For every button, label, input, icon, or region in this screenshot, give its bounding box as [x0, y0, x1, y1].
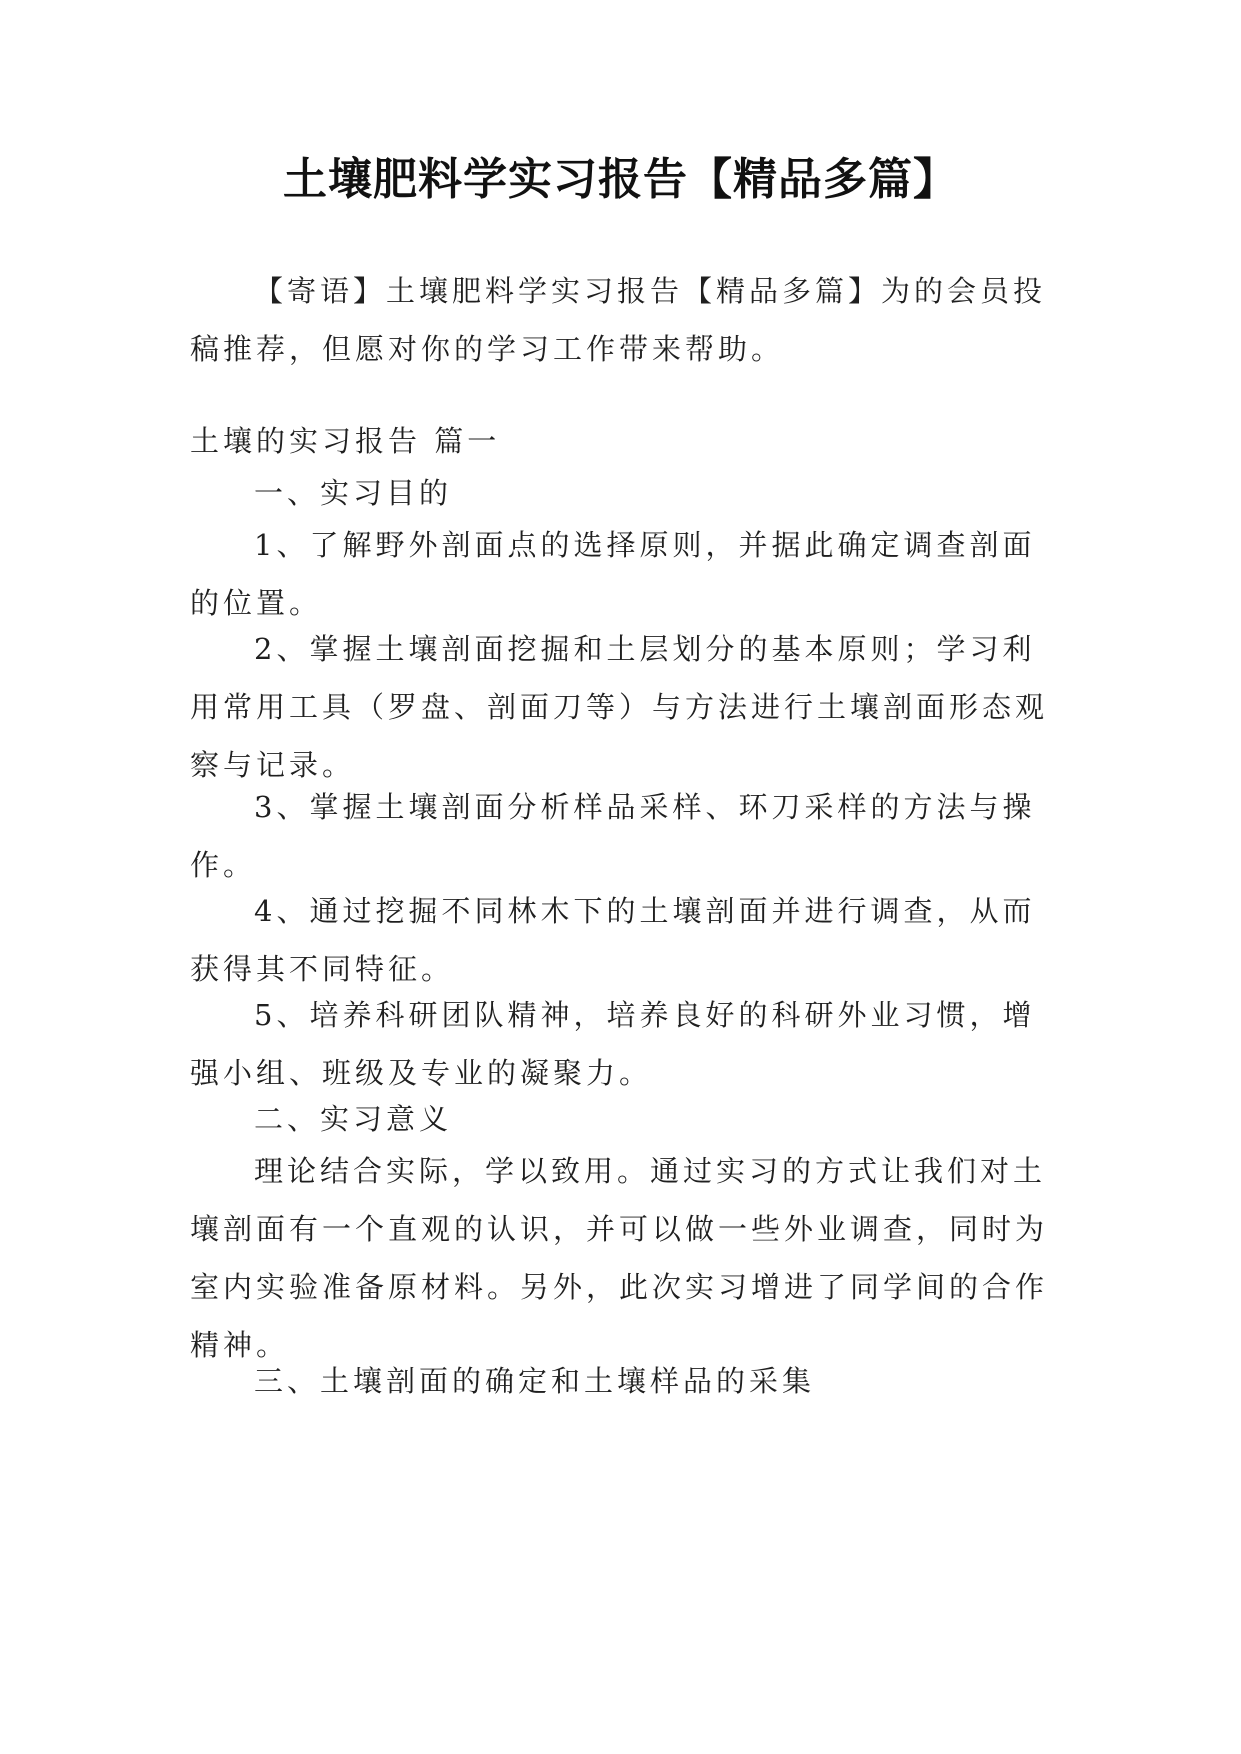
- document-title: 土壤肥料学实习报告【精品多篇】: [283, 154, 958, 205]
- paragraph-significance-body: 理论结合实际，学以致用。通过实习的方式让我们对土壤剖面有一个直观的认识，并可以做一些外业调查，同时为室内实验准备原材料。另外，此次实习增进了同学间的合作精神。: [190, 1154, 1049, 1362]
- paragraph-objective-heading: 一、实习目的: [254, 476, 453, 510]
- paragraph-item-3: 3、掌握土壤剖面分析样品采样、环刀采样的方法与操作。: [190, 790, 1036, 882]
- paragraph-item-5: 5、培养科研团队精神，培养良好的科研外业习惯，增强小组、班级及专业的凝聚力。: [190, 998, 1036, 1090]
- paragraph-significance-heading: 二、实习意义: [254, 1102, 453, 1136]
- paragraph-item-1: 1、了解野外剖面点的选择原则，并据此确定调查剖面的位置。: [190, 528, 1036, 620]
- paragraph-item-2: 2、掌握土壤剖面挖掘和土层划分的基本原则；学习利用常用工具（罗盘、剖面刀等）与方法进行土壤剖面形态观察与记录。: [190, 632, 1049, 782]
- paragraph-sampling-heading: 三、土壤剖面的确定和土壤样品的采集: [254, 1364, 816, 1398]
- intro-paragraph: 【寄语】土壤肥料学实习报告【精品多篇】为的会员投稿推荐，但愿对你的学习工作带来帮助。: [190, 274, 1047, 366]
- paragraph-item-4: 4、通过挖掘不同林木下的土壤剖面并进行调查，从而获得其不同特征。: [190, 894, 1036, 986]
- section-heading: 土壤的实习报告 篇一: [190, 424, 501, 458]
